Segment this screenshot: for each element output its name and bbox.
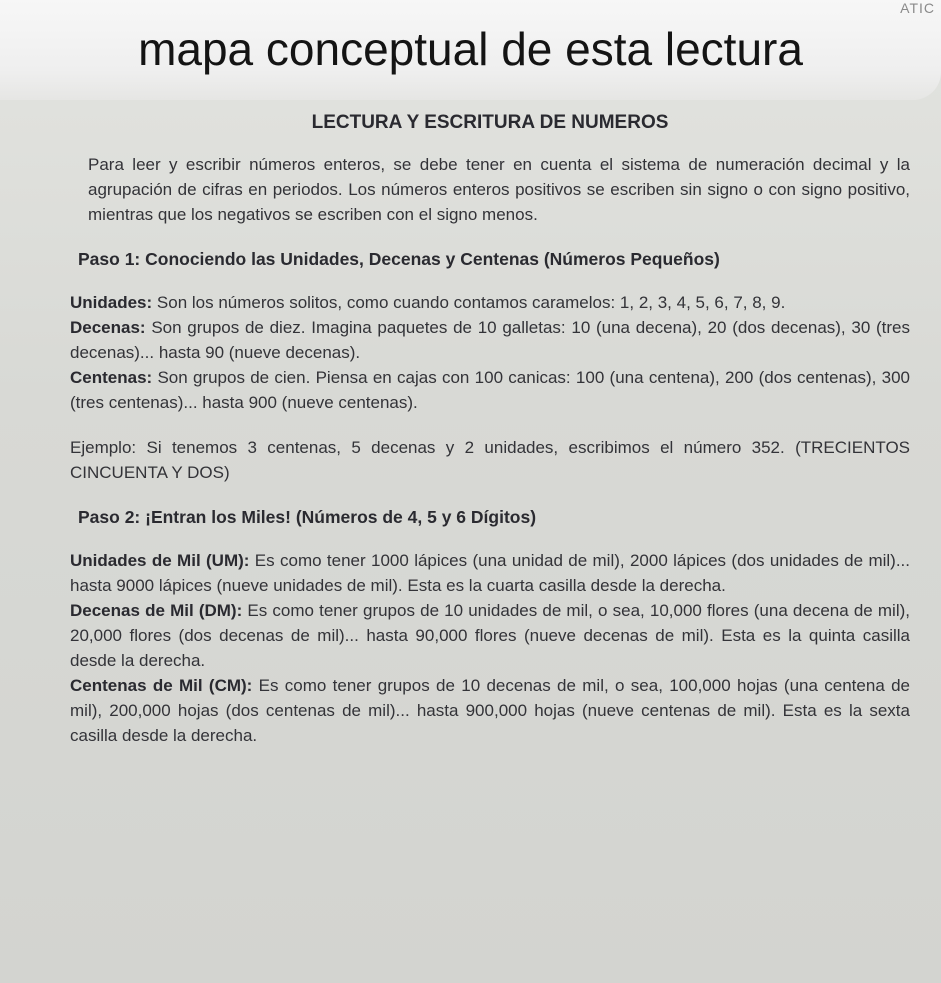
- term-label: Decenas de Mil (DM):: [70, 601, 243, 620]
- step2-heading: Paso 2: ¡Entran los Miles! (Números de 4, 5 y 6 Dígitos): [78, 507, 537, 527]
- step1-heading: Paso 1: Conociendo las Unidades, Decenas y Centenas (Números Pequeños): [78, 249, 720, 269]
- item-text: Son los números solitos, como cuando contamos caramelos: 1, 2, 3, 4, 5, 6, 7, 8, 9.: [152, 293, 786, 312]
- term-label: Decenas:: [70, 318, 146, 337]
- step2-item-centenas-de-mil: [70, 673, 910, 748]
- step1-item-unidades: [70, 290, 910, 315]
- term-label: Unidades:: [70, 293, 153, 312]
- step1-example: Ejemplo: Si tenemos 3 centenas, 5 decenas y 2 unidades, escribimos el número 352. (TRECIENTOS CINCUENTA Y DOS): [70, 438, 910, 482]
- corner-text: ATIC: [900, 0, 935, 16]
- step1-item-centenas: [70, 365, 910, 415]
- item-text: Es como tener grupos de 10 decenas de mil, o sea, 100,000 hojas (una centena de mil), 200,000 hojas (dos centenas de mil)... hasta 900,000 hojas (nueve centenas de mil). Esta es la sexta casilla desde la derecha.: [70, 676, 910, 745]
- term-label: Centenas de Mil (CM):: [70, 676, 253, 695]
- step1-item-decenas: [70, 315, 910, 365]
- caption-banner: [0, 0, 941, 100]
- term-label: Centenas:: [70, 368, 153, 387]
- intro-paragraph: Para leer y escribir números enteros, se debe tener en cuenta el sistema de numeración decimal y la agrupación de cifras en periodos. Los números enteros positivos se escriben sin signo o con signo positivo, mientras que los negativos se escriben con el signo menos.: [88, 155, 910, 224]
- document-body: [70, 112, 910, 748]
- item-text: Es como tener grupos de 10 unidades de mil, o sea, 10,000 flores (una decena de mil), 20,000 flores (dos decenas de mil)... hasta 90,000 flores (nueve decenas de mil). Esta es la quinta casilla desde la derecha.: [70, 601, 910, 670]
- item-text: Son grupos de diez. Imagina paquetes de 10 galletas: 10 (una decena), 20 (dos decenas), 30 (tres decenas)... hasta 90 (nueve decenas).: [70, 318, 910, 362]
- item-text: Es como tener 1000 lápices (una unidad de mil), 2000 lápices (dos unidades de mil)... hasta 9000 lápices (nueve unidades de mil). Esta es la cuarta casilla desde la derecha.: [70, 551, 910, 595]
- step2-item-unidades-de-mil: [70, 548, 910, 598]
- step2-item-decenas-de-mil: [70, 598, 910, 673]
- document-title: LECTURA Y ESCRITURA DE NUMEROS: [311, 112, 669, 133]
- term-label: Unidades de Mil (UM):: [70, 551, 250, 570]
- banner-title: mapa conceptual de esta lectura: [138, 23, 803, 75]
- item-text: Son grupos de cien. Piensa en cajas con 100 canicas: 100 (una centena), 200 (dos centenas), 300 (tres centenas)... hasta 900 (nueve centenas).: [70, 368, 910, 412]
